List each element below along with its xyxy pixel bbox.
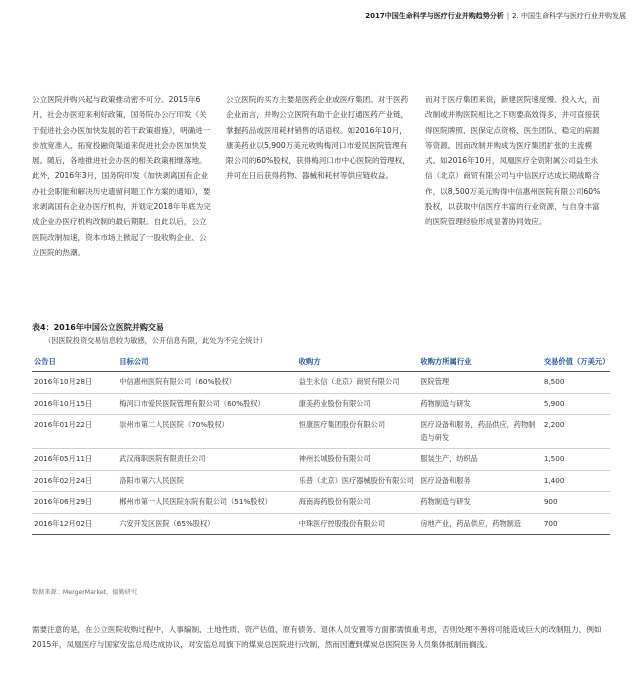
cell-value: 1,500 (542, 449, 610, 471)
table-row (32, 449, 610, 471)
cell-industry: 房地产业，药品供应，药物制造 (418, 513, 541, 535)
deals-table (32, 353, 610, 535)
cell-date: 2016年01月22日 (32, 415, 117, 449)
table-row (32, 393, 610, 415)
table-header-row (32, 353, 610, 372)
cell-acquirer: 中珠医疗控股股份有限公司 (297, 513, 419, 535)
cell-acquirer: 康美药业股份有限公司 (297, 393, 419, 415)
text-column-1: 公立医院并购兴起与政策推动密不可分。2015年6月，社会办医迎来利好政策，国务院办公厅印发《关于促进社会办医加快发展的若干政策措施》，明确进一步放宽准入、拓宽投融资渠道来促进社会办医加快发展。随后，各地推进社会办医的相关政策相继落地。此外，2016年3月，国务院印发《加快剥离国有企业办社会职能和解决历史遗留问题工作方案的通知》，要求剥离国有企业办医疗机构，并划定2018年年底为完成企业办医疗机构改制的最后期限。自此以后，公立医院改制加速，资本市场上掀起了一股收购企业、公立医院的热潮。 (32, 95, 211, 257)
header-separator: | (506, 12, 510, 20)
header-date: 公告日 (32, 353, 117, 372)
cell-target: 中信惠州医院有限公司（60%股权） (117, 372, 296, 394)
cell-date: 2016年10月15日 (32, 393, 117, 415)
cell-acquirer: 神州长城股份有限公司 (297, 449, 419, 471)
cell-acquirer: 海南海药股份有限公司 (297, 492, 419, 514)
table-row (32, 415, 610, 449)
table-row (32, 470, 610, 492)
header-industry: 收购方所属行业 (418, 353, 541, 372)
cell-value: 8,500 (542, 372, 610, 394)
cell-industry: 药物制造与研发 (418, 393, 541, 415)
cell-target: 梅河口市爱民医院管理有限公司（60%股权） (117, 393, 296, 415)
table-subtitle: （因医院投资交易信息较为敏感，公开信息有限，此处为不完全统计） (44, 336, 267, 345)
table-row (32, 372, 610, 394)
cell-target: 洛阳市第六人民医院 (117, 470, 296, 492)
page-header (365, 11, 626, 21)
cell-acquirer: 乐普（北京）医疗器械股份有限公司 (297, 470, 419, 492)
data-source: 数据来源：MergerMarket，德勤研究 (32, 589, 138, 596)
table-row (32, 492, 610, 514)
table-title: 表4：2016年中国公立医院并购交易 (32, 323, 164, 332)
cell-industry: 药物制造与研发 (418, 492, 541, 514)
text-column-2: 公立医院的买方主要是医药企业或医疗集团。对于医药企业而言，并购公立医院有助于企业打通医药产业链，掌握药品或医用耗材销售的话语权。如2016年10月，康美药业以5,900万美元收购梅河口市爱民医院管理有限公司的60%股权，获得梅河口市中心医院的管理权，并可在日后获得药物、器械和耗材等供应链收益。 (226, 95, 410, 181)
cell-value: 700 (542, 513, 610, 535)
cell-target: 崇州市第二人民医院（70%股权） (117, 415, 296, 449)
cell-date: 2016年02月24日 (32, 470, 117, 492)
cell-target: 郴州市第一人民医院东院有限公司（51%股权） (117, 492, 296, 514)
cell-date: 2016年05月11日 (32, 449, 117, 471)
cell-target: 武汉商职医院有限责任公司 (117, 449, 296, 471)
cell-target: 六安开发区医院（65%股权） (117, 513, 296, 535)
text-column-3: 而对于医疗集团来说，新建医院速度慢、投入大，而改制或并购医院相比之下则要高效得多，并可直接获得医院牌照、医保定点资格、医生团队、稳定的病源等资源。因而改制并购成为医疗集团扩张的主流模式。如2016年10月，凤凰医疗全资附属公司益生永信（北京）商贸有限公司与中信医疗达成长期战略合作，以8,500万美元购得中信惠州医院有限公司60%股权，以获取中信医疗丰富的行业资源，与自身丰富的医院管理经验形成显著协同效应。 (425, 95, 601, 227)
cell-date: 2016年12月02日 (32, 513, 117, 535)
closing-paragraph: 需要注意的是，在公立医院收购过程中，人事编制、土地性质、资产估值、原有债务、退休人员安置等方面都需慎重考虑，否则处理不善将可能造成巨大的改制阻力，例如2015年，凤凰医疗与国家安监总局达成协议，对安监总局旗下的煤炭总医院进行改制，然而因遭到煤炭总医院医务人员集体抵制而搁浅。 (32, 625, 602, 650)
header-value: 交易价值（万美元） (542, 353, 610, 372)
section-title: 2. 中国生命科学与医疗行业并购发展 (512, 12, 626, 20)
cell-industry: 医院管理 (418, 372, 541, 394)
cell-value: 900 (542, 492, 610, 514)
header-acquirer: 收购方 (297, 353, 419, 372)
cell-date: 2016年10月28日 (32, 372, 117, 394)
header-target: 目标公司 (117, 353, 296, 372)
cell-acquirer: 恒康医疗集团股份有限公司 (297, 415, 419, 449)
cell-value: 1,400 (542, 470, 610, 492)
cell-date: 2016年06月29日 (32, 492, 117, 514)
table-row (32, 513, 610, 535)
report-title: 2017中国生命科学与医疗行业并购趋势分析 (365, 12, 504, 20)
cell-acquirer: 益生永信（北京）商贸有限公司 (297, 372, 419, 394)
cell-value: 2,200 (542, 415, 610, 449)
cell-industry: 医疗设备和服务 (418, 470, 541, 492)
cell-value: 5,900 (542, 393, 610, 415)
cell-industry: 医疗设备和服务，药品供应，药物制造与研发 (418, 415, 541, 449)
cell-industry: 服装生产，纺织品 (418, 449, 541, 471)
